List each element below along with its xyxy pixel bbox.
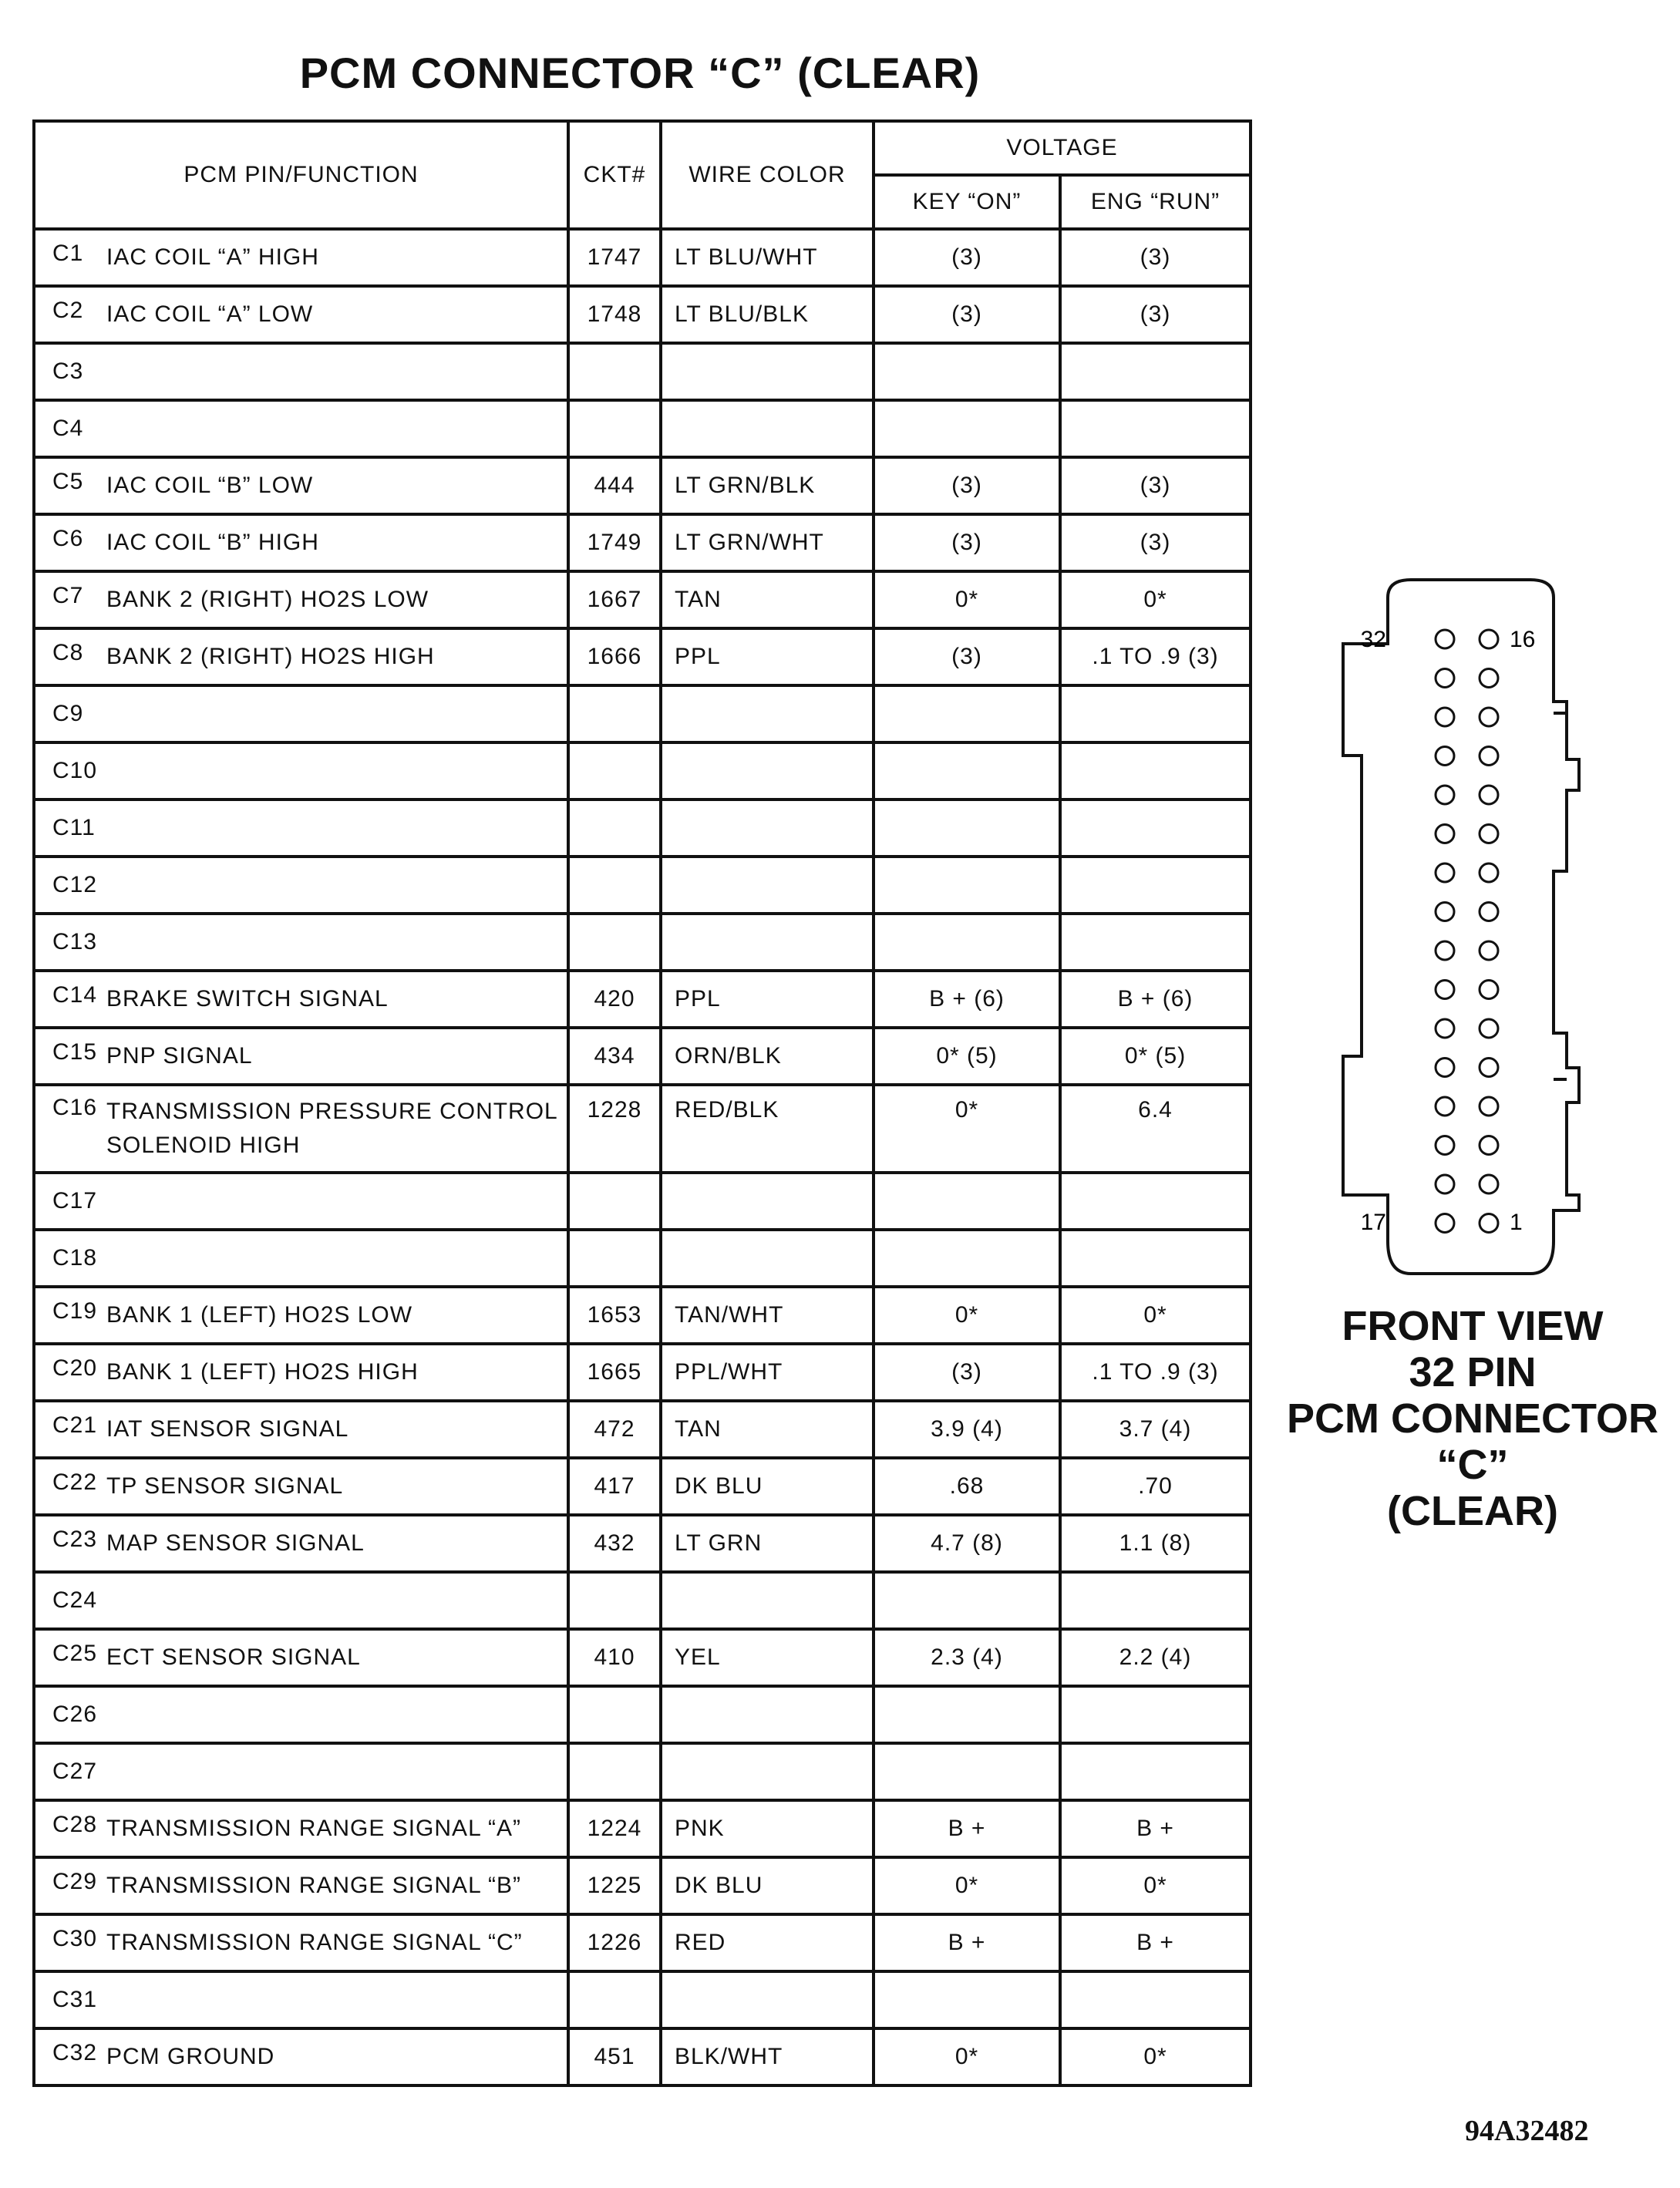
cell-wire-color	[661, 1572, 874, 1629]
connector-pin-hole	[1436, 1059, 1454, 1077]
caption-line: 32 PIN	[1409, 1349, 1537, 1395]
cell-wire-color: YEL	[661, 1629, 874, 1686]
table-row	[34, 1914, 1251, 1971]
cell-function	[34, 1743, 568, 1800]
cell-key-on	[874, 400, 1060, 457]
cell-eng-run	[1060, 799, 1251, 857]
cell-ckt: 1747	[568, 229, 661, 286]
cell-wire-color	[661, 914, 874, 971]
connector-pin-hole	[1480, 708, 1498, 726]
connector-pin-hole	[1480, 1175, 1498, 1193]
cell-wire-color	[661, 1230, 874, 1287]
table-row	[34, 1028, 1251, 1085]
pin-function: IAC COIL “A” LOW	[106, 301, 314, 327]
cell-function	[34, 1572, 568, 1629]
cell-function	[34, 457, 568, 514]
header-key-on: KEY “ON”	[874, 175, 1060, 229]
cell-eng-run: B + (6)	[1060, 971, 1251, 1028]
cell-wire-color	[661, 1743, 874, 1800]
cell-ckt: 410	[568, 1629, 661, 1686]
cell-key-on: (3)	[874, 1344, 1060, 1401]
cell-wire-color: DK BLU	[661, 1458, 874, 1515]
cell-eng-run: 2.2 (4)	[1060, 1629, 1251, 1686]
header-eng-run: ENG “RUN”	[1060, 175, 1251, 229]
table-row	[34, 742, 1251, 799]
cell-ckt: 1666	[568, 628, 661, 685]
table-row	[34, 457, 1251, 514]
cell-key-on: (3)	[874, 286, 1060, 343]
cell-key-on: 0*	[874, 1287, 1060, 1344]
connector-pin-hole	[1436, 825, 1454, 843]
cell-function	[34, 229, 568, 286]
connector-pin-hole	[1480, 1214, 1498, 1233]
cell-ckt: 1749	[568, 514, 661, 571]
cell-wire-color: PPL	[661, 628, 874, 685]
cell-wire-color: LT GRN/BLK	[661, 457, 874, 514]
table-row	[34, 1572, 1251, 1629]
pin-number: C24	[52, 1587, 98, 1613]
pin-function: BANK 1 (LEFT) HO2S LOW	[106, 1302, 413, 1328]
header-ckt: CKT#	[568, 121, 661, 229]
cell-eng-run: 0* (5)	[1060, 1028, 1251, 1085]
cell-ckt: 432	[568, 1515, 661, 1572]
header-function: PCM PIN/FUNCTION	[34, 121, 568, 229]
cell-wire-color: RED	[661, 1914, 874, 1971]
cell-function	[34, 1028, 568, 1085]
cell-wire-color: TAN/WHT	[661, 1287, 874, 1344]
table-row	[34, 1515, 1251, 1572]
cell-eng-run	[1060, 400, 1251, 457]
cell-function	[34, 1287, 568, 1344]
connector-pin-hole	[1436, 1019, 1454, 1038]
cell-key-on	[874, 1173, 1060, 1230]
connector-pin-hole	[1436, 669, 1454, 688]
cell-key-on	[874, 685, 1060, 742]
connector-pin-hole	[1480, 863, 1498, 882]
table-row	[34, 857, 1251, 914]
pin-number: C27	[52, 1759, 98, 1784]
cell-ckt	[568, 857, 661, 914]
pin-function: BANK 2 (RIGHT) HO2S HIGH	[106, 644, 435, 669]
cell-function	[34, 742, 568, 799]
pin-function: TRANSMISSION RANGE SIGNAL “A”	[106, 1816, 521, 1841]
cell-key-on: (3)	[874, 514, 1060, 571]
figure-id: 94A32482	[1465, 2115, 1589, 2147]
cell-ckt: 1665	[568, 1344, 661, 1401]
table-row	[34, 343, 1251, 400]
cell-function	[34, 1458, 568, 1515]
cell-wire-color: PPL/WHT	[661, 1344, 874, 1401]
cell-ckt: 1667	[568, 571, 661, 628]
pin-number: C15	[52, 1039, 98, 1065]
caption-line: PCM CONNECTOR	[1286, 1395, 1659, 1442]
pin-label-17: 17	[1360, 1210, 1386, 1235]
cell-function	[34, 571, 568, 628]
cell-key-on: B + (6)	[874, 971, 1060, 1028]
cell-function	[34, 628, 568, 685]
cell-function	[34, 1344, 568, 1401]
table-row	[34, 1287, 1251, 1344]
cell-key-on: B +	[874, 1800, 1060, 1857]
pin-function: TP SENSOR SIGNAL	[106, 1473, 344, 1499]
cell-wire-color: BLK/WHT	[661, 2028, 874, 2085]
table-row	[34, 628, 1251, 685]
cell-ckt	[568, 1971, 661, 2028]
connector-pin-hole	[1480, 825, 1498, 843]
cell-key-on: 0*	[874, 2028, 1060, 2085]
connector-pin-hole	[1436, 786, 1454, 804]
pin-number: C29	[52, 1869, 98, 1894]
pin-label-16: 16	[1510, 627, 1536, 652]
cell-eng-run	[1060, 1572, 1251, 1629]
connector-outline	[1343, 580, 1579, 1274]
cell-key-on: (3)	[874, 628, 1060, 685]
pin-function: IAC COIL “A” HIGH	[106, 244, 319, 270]
cell-eng-run: 0*	[1060, 1287, 1251, 1344]
cell-function	[34, 1401, 568, 1458]
cell-ckt: 444	[568, 457, 661, 514]
pin-number: C3	[52, 358, 84, 384]
connector-pin-hole	[1480, 1019, 1498, 1038]
pin-number: C19	[52, 1298, 98, 1324]
connector-pin-hole	[1480, 747, 1498, 766]
table-row	[34, 1686, 1251, 1743]
cell-eng-run: 0*	[1060, 571, 1251, 628]
cell-wire-color	[661, 1686, 874, 1743]
cell-eng-run: .1 TO .9 (3)	[1060, 1344, 1251, 1401]
pin-function-line2: SOLENOID HIGH	[106, 1133, 301, 1158]
pin-number: C8	[52, 640, 84, 665]
cell-wire-color	[661, 799, 874, 857]
cell-wire-color: LT BLU/BLK	[661, 286, 874, 343]
cell-eng-run	[1060, 742, 1251, 799]
pin-number: C2	[52, 298, 84, 323]
cell-eng-run	[1060, 914, 1251, 971]
cell-key-on: 0*	[874, 571, 1060, 628]
cell-eng-run	[1060, 1230, 1251, 1287]
page-title: PCM CONNECTOR “C” (CLEAR)	[299, 49, 981, 97]
cell-key-on: (3)	[874, 229, 1060, 286]
pin-function: TRANSMISSION RANGE SIGNAL “C”	[106, 1930, 523, 1955]
cell-key-on	[874, 914, 1060, 971]
cell-ckt	[568, 1572, 661, 1629]
table-row	[34, 1230, 1251, 1287]
cell-eng-run: (3)	[1060, 286, 1251, 343]
pin-function: ECT SENSOR SIGNAL	[106, 1644, 361, 1670]
caption-line: FRONT VIEW	[1342, 1303, 1604, 1349]
cell-key-on	[874, 1971, 1060, 2028]
connector-pin-hole	[1480, 669, 1498, 688]
table-row	[34, 400, 1251, 457]
header-voltage: VOLTAGE	[874, 121, 1251, 175]
table-row	[34, 514, 1251, 571]
pin-number: C1	[52, 241, 84, 266]
cell-eng-run: B +	[1060, 1800, 1251, 1857]
connector-pin-hole	[1436, 1097, 1454, 1116]
cell-eng-run	[1060, 343, 1251, 400]
cell-wire-color	[661, 685, 874, 742]
connector-pin-hole	[1436, 863, 1454, 882]
pin-number: C5	[52, 469, 84, 494]
cell-ckt: 1224	[568, 1800, 661, 1857]
pin-function: IAT SENSOR SIGNAL	[106, 1416, 349, 1442]
connector-pin-hole	[1480, 903, 1498, 921]
cell-wire-color: DK BLU	[661, 1857, 874, 1914]
pin-number: C26	[52, 1702, 98, 1727]
cell-eng-run: (3)	[1060, 514, 1251, 571]
cell-key-on	[874, 343, 1060, 400]
cell-ckt	[568, 685, 661, 742]
table-row	[34, 1857, 1251, 1914]
cell-key-on	[874, 1572, 1060, 1629]
cell-key-on: B +	[874, 1914, 1060, 1971]
cell-key-on: .68	[874, 1458, 1060, 1515]
cell-eng-run	[1060, 1971, 1251, 2028]
cell-function	[34, 1686, 568, 1743]
pin-function: MAP SENSOR SIGNAL	[106, 1530, 365, 1556]
cell-wire-color	[661, 343, 874, 400]
table-row	[34, 571, 1251, 628]
cell-eng-run: 6.4	[1060, 1085, 1251, 1173]
cell-function	[34, 799, 568, 857]
cell-eng-run: 1.1 (8)	[1060, 1515, 1251, 1572]
cell-key-on	[874, 1230, 1060, 1287]
cell-wire-color	[661, 857, 874, 914]
pin-function: BANK 2 (RIGHT) HO2S LOW	[106, 587, 429, 612]
table-row	[34, 2028, 1251, 2085]
cell-wire-color: RED/BLK	[661, 1085, 874, 1173]
cell-wire-color: TAN	[661, 571, 874, 628]
cell-key-on: (3)	[874, 457, 1060, 514]
table-row	[34, 1344, 1251, 1401]
pin-number: C21	[52, 1412, 98, 1438]
cell-wire-color: LT GRN	[661, 1515, 874, 1572]
table-row	[34, 1458, 1251, 1515]
pin-number: C6	[52, 526, 84, 551]
pin-function: PNP SIGNAL	[106, 1043, 253, 1069]
connector-pin-hole	[1480, 981, 1498, 999]
cell-wire-color: LT GRN/WHT	[661, 514, 874, 571]
cell-eng-run: (3)	[1060, 229, 1251, 286]
cell-ckt: 1748	[568, 286, 661, 343]
cell-wire-color	[661, 1971, 874, 2028]
cell-eng-run: 3.7 (4)	[1060, 1401, 1251, 1458]
pin-number: C11	[52, 815, 96, 840]
cell-function	[34, 914, 568, 971]
cell-ckt: 434	[568, 1028, 661, 1085]
cell-ckt: 1226	[568, 1914, 661, 1971]
cell-key-on	[874, 1743, 1060, 1800]
cell-function	[34, 343, 568, 400]
cell-ckt	[568, 1686, 661, 1743]
cell-eng-run	[1060, 685, 1251, 742]
table-row	[34, 799, 1251, 857]
pin-number: C18	[52, 1245, 98, 1271]
cell-key-on	[874, 799, 1060, 857]
pin-number: C25	[52, 1641, 98, 1666]
connector-diagram	[1334, 571, 1619, 1288]
cell-eng-run	[1060, 1743, 1251, 1800]
pin-function: PCM GROUND	[106, 2044, 275, 2069]
pin-label-32: 32	[1360, 627, 1386, 652]
cell-key-on: 2.3 (4)	[874, 1629, 1060, 1686]
cell-ckt: 1225	[568, 1857, 661, 1914]
connector-pin-hole	[1436, 747, 1454, 766]
cell-eng-run	[1060, 1686, 1251, 1743]
pin-number: C30	[52, 1926, 98, 1951]
connector-pin-hole	[1436, 1136, 1454, 1155]
pin-table	[32, 119, 1252, 2087]
connector-pin-hole	[1480, 1136, 1498, 1155]
pin-number: C4	[52, 416, 84, 441]
cell-eng-run	[1060, 857, 1251, 914]
connector-pin-hole	[1480, 630, 1498, 648]
table-row	[34, 685, 1251, 742]
cell-ckt: 420	[568, 971, 661, 1028]
cell-eng-run: B +	[1060, 1914, 1251, 1971]
connector-pin-hole	[1480, 1097, 1498, 1116]
table-row	[34, 1971, 1251, 2028]
cell-ckt	[568, 343, 661, 400]
cell-ckt: 1228	[568, 1085, 661, 1173]
cell-wire-color	[661, 400, 874, 457]
pin-number: C28	[52, 1812, 98, 1837]
pin-number: C32	[52, 2040, 98, 2065]
pin-function: IAC COIL “B” HIGH	[106, 530, 319, 555]
cell-function	[34, 1515, 568, 1572]
cell-function	[34, 1914, 568, 1971]
connector-pin-hole	[1436, 630, 1454, 648]
pin-number: C13	[52, 929, 98, 954]
table-row	[34, 229, 1251, 286]
table-row	[34, 286, 1251, 343]
connector-pin-hole	[1436, 941, 1454, 960]
cell-eng-run: 0*	[1060, 2028, 1251, 2085]
cell-eng-run: .70	[1060, 1458, 1251, 1515]
connector-pin-hole	[1436, 708, 1454, 726]
connector-pin-hole	[1436, 981, 1454, 999]
cell-ckt: 451	[568, 2028, 661, 2085]
cell-key-on	[874, 742, 1060, 799]
cell-wire-color: ORN/BLK	[661, 1028, 874, 1085]
pin-number: C20	[52, 1355, 98, 1381]
table-row	[34, 1743, 1251, 1800]
cell-ckt	[568, 742, 661, 799]
cell-function	[34, 1629, 568, 1686]
table-row	[34, 1629, 1251, 1686]
connector-pin-hole	[1436, 1214, 1454, 1233]
cell-function	[34, 971, 568, 1028]
pin-number: C31	[52, 1987, 98, 2012]
table-row	[34, 971, 1251, 1028]
pin-label-1: 1	[1510, 1210, 1523, 1235]
cell-key-on: 0* (5)	[874, 1028, 1060, 1085]
cell-ckt	[568, 799, 661, 857]
table-row	[34, 1173, 1251, 1230]
pin-function: BANK 1 (LEFT) HO2S HIGH	[106, 1359, 419, 1385]
cell-key-on: 3.9 (4)	[874, 1401, 1060, 1458]
pin-number: C14	[52, 982, 98, 1008]
cell-ckt: 417	[568, 1458, 661, 1515]
cell-ckt	[568, 400, 661, 457]
cell-wire-color: TAN	[661, 1401, 874, 1458]
pin-number: C10	[52, 758, 98, 783]
cell-function	[34, 1971, 568, 2028]
pin-function: TRANSMISSION RANGE SIGNAL “B”	[106, 1873, 521, 1898]
cell-eng-run: .1 TO .9 (3)	[1060, 628, 1251, 685]
caption-line: “C”	[1436, 1442, 1509, 1488]
cell-function	[34, 685, 568, 742]
cell-ckt: 1653	[568, 1287, 661, 1344]
cell-wire-color	[661, 1173, 874, 1230]
connector-pin-hole	[1436, 1175, 1454, 1193]
cell-key-on: 0*	[874, 1085, 1060, 1173]
cell-wire-color: LT BLU/WHT	[661, 229, 874, 286]
connector-caption	[1272, 1303, 1673, 1534]
cell-ckt	[568, 1230, 661, 1287]
header-wire-color: WIRE COLOR	[661, 121, 874, 229]
cell-key-on: 4.7 (8)	[874, 1515, 1060, 1572]
connector-pins	[1436, 630, 1498, 1233]
cell-function	[34, 1230, 568, 1287]
cell-eng-run: 0*	[1060, 1857, 1251, 1914]
cell-wire-color	[661, 742, 874, 799]
cell-ckt	[568, 914, 661, 971]
pin-number: C16	[52, 1095, 98, 1120]
connector-pin-hole	[1480, 786, 1498, 804]
cell-wire-color: PPL	[661, 971, 874, 1028]
cell-eng-run	[1060, 1173, 1251, 1230]
table-row	[34, 1800, 1251, 1857]
pin-function: TRANSMISSION PRESSURE CONTROL	[106, 1099, 558, 1124]
cell-function	[34, 857, 568, 914]
pin-number: C17	[52, 1188, 98, 1213]
pin-number: C23	[52, 1527, 98, 1552]
cell-function	[34, 1173, 568, 1230]
connector-pin-hole	[1480, 941, 1498, 960]
pin-number: C9	[52, 701, 84, 726]
table-row	[34, 1401, 1251, 1458]
cell-ckt: 472	[568, 1401, 661, 1458]
pin-number: C22	[52, 1469, 98, 1495]
pin-number: C12	[52, 872, 98, 897]
cell-function	[34, 400, 568, 457]
cell-key-on	[874, 1686, 1060, 1743]
cell-ckt	[568, 1743, 661, 1800]
cell-key-on	[874, 857, 1060, 914]
cell-function	[34, 2028, 568, 2085]
cell-eng-run: (3)	[1060, 457, 1251, 514]
cell-ckt	[568, 1173, 661, 1230]
connector-pin-hole	[1436, 903, 1454, 921]
caption-line: (CLEAR)	[1387, 1488, 1558, 1534]
pin-number: C7	[52, 583, 84, 608]
pin-function: IAC COIL “B” LOW	[106, 473, 314, 498]
cell-key-on: 0*	[874, 1857, 1060, 1914]
cell-function	[34, 286, 568, 343]
table-row	[34, 914, 1251, 971]
cell-function	[34, 514, 568, 571]
pin-function: BRAKE SWITCH SIGNAL	[106, 986, 389, 1012]
cell-function	[34, 1085, 568, 1173]
cell-wire-color: PNK	[661, 1800, 874, 1857]
table-row	[34, 1085, 1251, 1173]
cell-function	[34, 1857, 568, 1914]
connector-pin-hole	[1480, 1059, 1498, 1077]
cell-function	[34, 1800, 568, 1857]
